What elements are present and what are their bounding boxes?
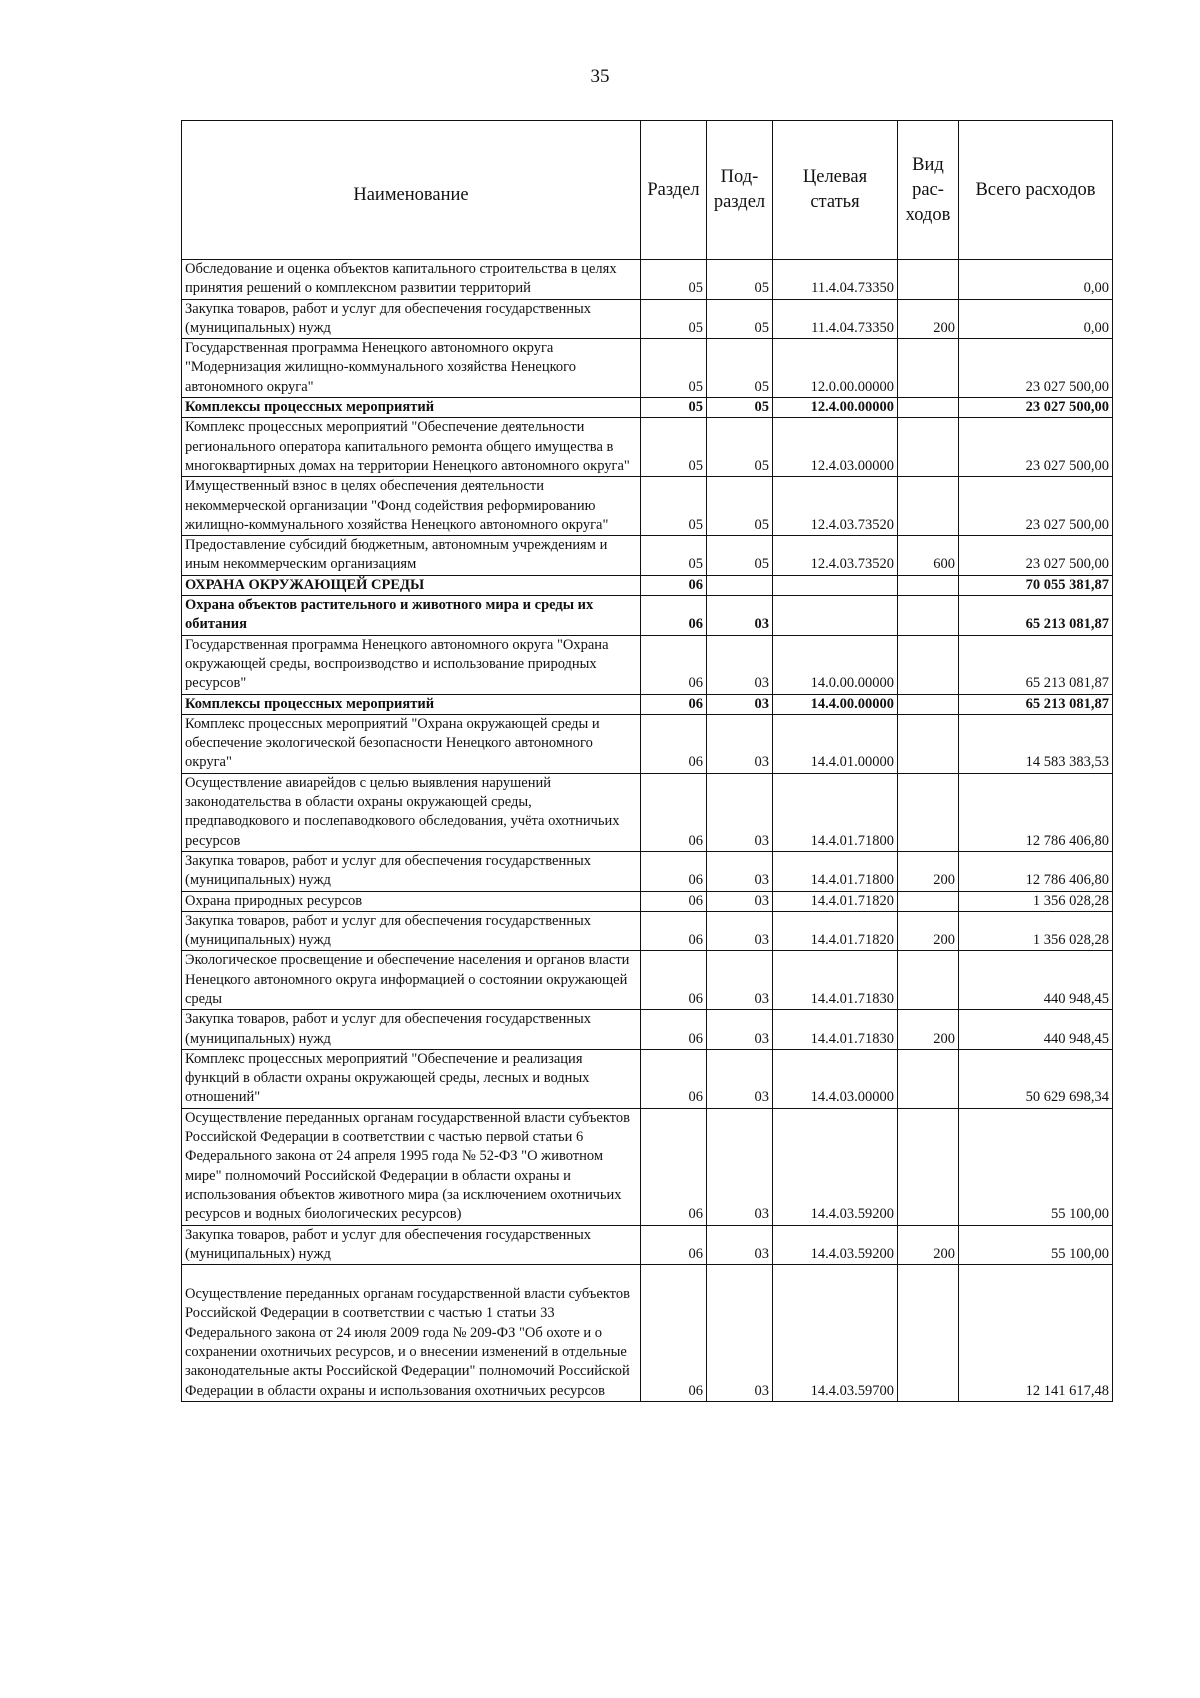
row-total: 23 027 500,00 bbox=[959, 477, 1113, 536]
row-target-article: 14.4.01.71820 bbox=[773, 891, 898, 911]
row-name: Осуществление переданных органам государственной власти субъектов Российской Федерации в соответствии с частью первой статьи 6 Федерального закона от 24 апреля 1995 года № 52-ФЗ "О животном мире" полномочий Российской Федерации в области охраны и использования объектов животного мира (за исключением охотничьих ресурсов и водных биологических ресурсов) bbox=[182, 1108, 641, 1225]
row-target-article: 12.4.03.00000 bbox=[773, 418, 898, 477]
row-total: 23 027 500,00 bbox=[959, 339, 1113, 398]
row-expense-type bbox=[898, 694, 959, 714]
row-name: Осуществление переданных органам государственной власти субъектов Российской Федерации в соответствии с частью 1 статьи 33 Федерального закона от 24 июля 2009 года № 209-ФЗ "Об охоте и о сохранении охотничьих ресурсов, и о внесении изменений в отдельные законодательные акты Российской Федерации" полномочий Российской Федерации в области охраны и использования охотничьих ресурсов bbox=[182, 1265, 641, 1402]
row-subsection: 03 bbox=[707, 911, 773, 951]
header-section: Раздел bbox=[641, 121, 707, 260]
row-target-article: 11.4.04.73350 bbox=[773, 299, 898, 339]
row-expense-type bbox=[898, 891, 959, 911]
row-total: 65 213 081,87 bbox=[959, 694, 1113, 714]
table-row bbox=[182, 260, 1113, 300]
row-section: 05 bbox=[641, 299, 707, 339]
row-subsection: 05 bbox=[707, 260, 773, 300]
table-row bbox=[182, 911, 1113, 951]
header-expense-type: Вид рас- ходов bbox=[898, 121, 959, 260]
row-target-article: 12.0.00.00000 bbox=[773, 339, 898, 398]
row-expense-type bbox=[898, 773, 959, 851]
row-subsection: 03 bbox=[707, 635, 773, 694]
row-section: 05 bbox=[641, 339, 707, 398]
row-name: Комплекс процессных мероприятий "Охрана окружающей среды и обеспечение экологической безопасности Ненецкого автономного округа" bbox=[182, 714, 641, 773]
row-total: 23 027 500,00 bbox=[959, 536, 1113, 576]
row-target-article: 14.4.03.00000 bbox=[773, 1049, 898, 1108]
row-target-article: 14.4.01.71800 bbox=[773, 851, 898, 891]
row-target-article: 14.4.01.71830 bbox=[773, 1010, 898, 1050]
row-name: Комплексы процессных мероприятий bbox=[182, 398, 641, 418]
table-row bbox=[182, 891, 1113, 911]
row-name: Осуществление авиарейдов с целью выявления нарушений законодательства в области охраны окружающей среды, предпаводкового и послепаводкового обследования, учёта охотничьих ресурсов bbox=[182, 773, 641, 851]
row-name: Закупка товаров, работ и услуг для обеспечения государственных (муниципальных) нужд bbox=[182, 1225, 641, 1265]
row-name: Имущественный взнос в целях обеспечения деятельности некоммерческой организации "Фонд содействия реформированию жилищно-коммунального хозяйства Ненецкого автономного округа" bbox=[182, 477, 641, 536]
row-section: 06 bbox=[641, 575, 707, 595]
row-target-article bbox=[773, 596, 898, 636]
row-subsection: 05 bbox=[707, 398, 773, 418]
row-section: 06 bbox=[641, 1049, 707, 1108]
row-expense-type bbox=[898, 714, 959, 773]
row-total: 55 100,00 bbox=[959, 1108, 1113, 1225]
row-total: 55 100,00 bbox=[959, 1225, 1113, 1265]
row-total: 1 356 028,28 bbox=[959, 891, 1113, 911]
row-target-article: 14.4.01.00000 bbox=[773, 714, 898, 773]
row-name: ОХРАНА ОКРУЖАЮЩЕЙ СРЕДЫ bbox=[182, 575, 641, 595]
row-total: 14 583 383,53 bbox=[959, 714, 1113, 773]
row-target-article: 14.4.03.59200 bbox=[773, 1225, 898, 1265]
row-name: Охрана природных ресурсов bbox=[182, 891, 641, 911]
table-row bbox=[182, 1010, 1113, 1050]
row-expense-type bbox=[898, 1049, 959, 1108]
table-row bbox=[182, 1108, 1113, 1225]
row-subsection: 05 bbox=[707, 299, 773, 339]
row-subsection: 05 bbox=[707, 477, 773, 536]
row-target-article bbox=[773, 575, 898, 595]
row-section: 06 bbox=[641, 1225, 707, 1265]
row-total: 12 141 617,48 bbox=[959, 1265, 1113, 1402]
row-expense-type: 200 bbox=[898, 911, 959, 951]
row-expense-type: 200 bbox=[898, 1225, 959, 1265]
row-section: 06 bbox=[641, 1108, 707, 1225]
row-subsection: 05 bbox=[707, 339, 773, 398]
row-name: Охрана объектов растительного и животного мира и среды их обитания bbox=[182, 596, 641, 636]
row-section: 06 bbox=[641, 911, 707, 951]
row-name: Комплексы процессных мероприятий bbox=[182, 694, 641, 714]
row-subsection: 03 bbox=[707, 773, 773, 851]
row-expense-type bbox=[898, 575, 959, 595]
row-target-article: 12.4.00.00000 bbox=[773, 398, 898, 418]
row-total: 0,00 bbox=[959, 299, 1113, 339]
row-section: 05 bbox=[641, 398, 707, 418]
row-name: Закупка товаров, работ и услуг для обеспечения государственных (муниципальных) нужд bbox=[182, 911, 641, 951]
row-target-article: 11.4.04.73350 bbox=[773, 260, 898, 300]
row-name: Закупка товаров, работ и услуг для обеспечения государственных (муниципальных) нужд bbox=[182, 851, 641, 891]
row-name: Обследование и оценка объектов капитального строительства в целях принятия решений о комплексном развитии территорий bbox=[182, 260, 641, 300]
row-name: Предоставление субсидий бюджетным, автономным учреждениям и иным некоммерческим организациям bbox=[182, 536, 641, 576]
row-expense-type bbox=[898, 418, 959, 477]
row-subsection: 03 bbox=[707, 1108, 773, 1225]
row-expense-type bbox=[898, 596, 959, 636]
table-row bbox=[182, 851, 1113, 891]
row-subsection bbox=[707, 575, 773, 595]
header-name: Наименование bbox=[182, 121, 641, 260]
row-section: 06 bbox=[641, 1010, 707, 1050]
row-subsection: 05 bbox=[707, 536, 773, 576]
row-expense-type: 600 bbox=[898, 536, 959, 576]
row-target-article: 14.4.03.59700 bbox=[773, 1265, 898, 1402]
row-target-article: 14.4.00.00000 bbox=[773, 694, 898, 714]
row-target-article: 14.4.01.71830 bbox=[773, 951, 898, 1010]
row-section: 06 bbox=[641, 714, 707, 773]
table-row bbox=[182, 477, 1113, 536]
row-total: 12 786 406,80 bbox=[959, 851, 1113, 891]
table-row bbox=[182, 694, 1113, 714]
row-name: Комплекс процессных мероприятий "Обеспечение деятельности регионального оператора капитального ремонта общего имущества в многоквартирных домах на территории Ненецкого автономного округа" bbox=[182, 418, 641, 477]
table-row bbox=[182, 299, 1113, 339]
row-section: 06 bbox=[641, 891, 707, 911]
row-expense-type bbox=[898, 398, 959, 418]
row-total: 12 786 406,80 bbox=[959, 773, 1113, 851]
row-expense-type bbox=[898, 951, 959, 1010]
row-target-article: 12.4.03.73520 bbox=[773, 477, 898, 536]
row-name: Государственная программа Ненецкого автономного округа "Модернизация жилищно-коммунального хозяйства Ненецкого автономного округа" bbox=[182, 339, 641, 398]
row-total: 440 948,45 bbox=[959, 951, 1113, 1010]
row-subsection: 03 bbox=[707, 1010, 773, 1050]
row-total: 65 213 081,87 bbox=[959, 635, 1113, 694]
row-target-article: 12.4.03.73520 bbox=[773, 536, 898, 576]
row-name: Закупка товаров, работ и услуг для обеспечения государственных (муниципальных) нужд bbox=[182, 1010, 641, 1050]
table-row bbox=[182, 575, 1113, 595]
row-expense-type: 200 bbox=[898, 1010, 959, 1050]
header-target-article: Целевая статья bbox=[773, 121, 898, 260]
row-section: 06 bbox=[641, 694, 707, 714]
table-row bbox=[182, 635, 1113, 694]
row-section: 05 bbox=[641, 260, 707, 300]
row-total: 50 629 698,34 bbox=[959, 1049, 1113, 1108]
page-number: 35 bbox=[590, 66, 610, 87]
row-section: 06 bbox=[641, 1265, 707, 1402]
table-row bbox=[182, 1049, 1113, 1108]
row-section: 06 bbox=[641, 596, 707, 636]
table-row bbox=[182, 714, 1113, 773]
row-name: Государственная программа Ненецкого автономного округа "Охрана окружающей среды, воспроизводство и использование природных ресурсов" bbox=[182, 635, 641, 694]
row-section: 06 bbox=[641, 951, 707, 1010]
row-expense-type bbox=[898, 339, 959, 398]
row-target-article: 14.4.01.71800 bbox=[773, 773, 898, 851]
row-total: 0,00 bbox=[959, 260, 1113, 300]
table-row bbox=[182, 339, 1113, 398]
row-subsection: 03 bbox=[707, 714, 773, 773]
row-section: 06 bbox=[641, 635, 707, 694]
row-name: Экологическое просвещение и обеспечение населения и органов власти Ненецкого автономного округа информацией о состоянии окружающей среды bbox=[182, 951, 641, 1010]
row-total: 70 055 381,87 bbox=[959, 575, 1113, 595]
table-row bbox=[182, 536, 1113, 576]
table-row bbox=[182, 1265, 1113, 1402]
row-expense-type bbox=[898, 477, 959, 536]
row-section: 05 bbox=[641, 418, 707, 477]
row-name: Закупка товаров, работ и услуг для обеспечения государственных (муниципальных) нужд bbox=[182, 299, 641, 339]
row-subsection: 03 bbox=[707, 1049, 773, 1108]
row-target-article: 14.4.03.59200 bbox=[773, 1108, 898, 1225]
row-name: Комплекс процессных мероприятий "Обеспечение и реализация функций в области охраны окружающей среды, лесных и водных отношений" bbox=[182, 1049, 641, 1108]
row-subsection: 03 bbox=[707, 891, 773, 911]
table-row bbox=[182, 398, 1113, 418]
row-total: 1 356 028,28 bbox=[959, 911, 1113, 951]
table-row bbox=[182, 951, 1113, 1010]
row-subsection: 03 bbox=[707, 694, 773, 714]
table-row bbox=[182, 596, 1113, 636]
budget-table bbox=[181, 120, 1113, 1402]
row-section: 06 bbox=[641, 773, 707, 851]
table-header-row bbox=[182, 121, 1113, 260]
row-subsection: 03 bbox=[707, 596, 773, 636]
row-subsection: 03 bbox=[707, 951, 773, 1010]
header-subsection: Под- раздел bbox=[707, 121, 773, 260]
row-expense-type: 200 bbox=[898, 299, 959, 339]
table-row bbox=[182, 773, 1113, 851]
row-expense-type: 200 bbox=[898, 851, 959, 891]
row-total: 23 027 500,00 bbox=[959, 398, 1113, 418]
table-row bbox=[182, 1225, 1113, 1265]
row-section: 05 bbox=[641, 477, 707, 536]
row-subsection: 03 bbox=[707, 1265, 773, 1402]
row-section: 05 bbox=[641, 536, 707, 576]
row-expense-type bbox=[898, 1108, 959, 1225]
row-target-article: 14.0.00.00000 bbox=[773, 635, 898, 694]
row-section: 06 bbox=[641, 851, 707, 891]
row-subsection: 05 bbox=[707, 418, 773, 477]
row-subsection: 03 bbox=[707, 1225, 773, 1265]
header-total: Всего расходов bbox=[959, 121, 1113, 260]
row-subsection: 03 bbox=[707, 851, 773, 891]
row-total: 65 213 081,87 bbox=[959, 596, 1113, 636]
row-expense-type bbox=[898, 635, 959, 694]
row-expense-type bbox=[898, 1265, 959, 1402]
row-expense-type bbox=[898, 260, 959, 300]
row-target-article: 14.4.01.71820 bbox=[773, 911, 898, 951]
row-total: 440 948,45 bbox=[959, 1010, 1113, 1050]
row-total: 23 027 500,00 bbox=[959, 418, 1113, 477]
table-row bbox=[182, 418, 1113, 477]
